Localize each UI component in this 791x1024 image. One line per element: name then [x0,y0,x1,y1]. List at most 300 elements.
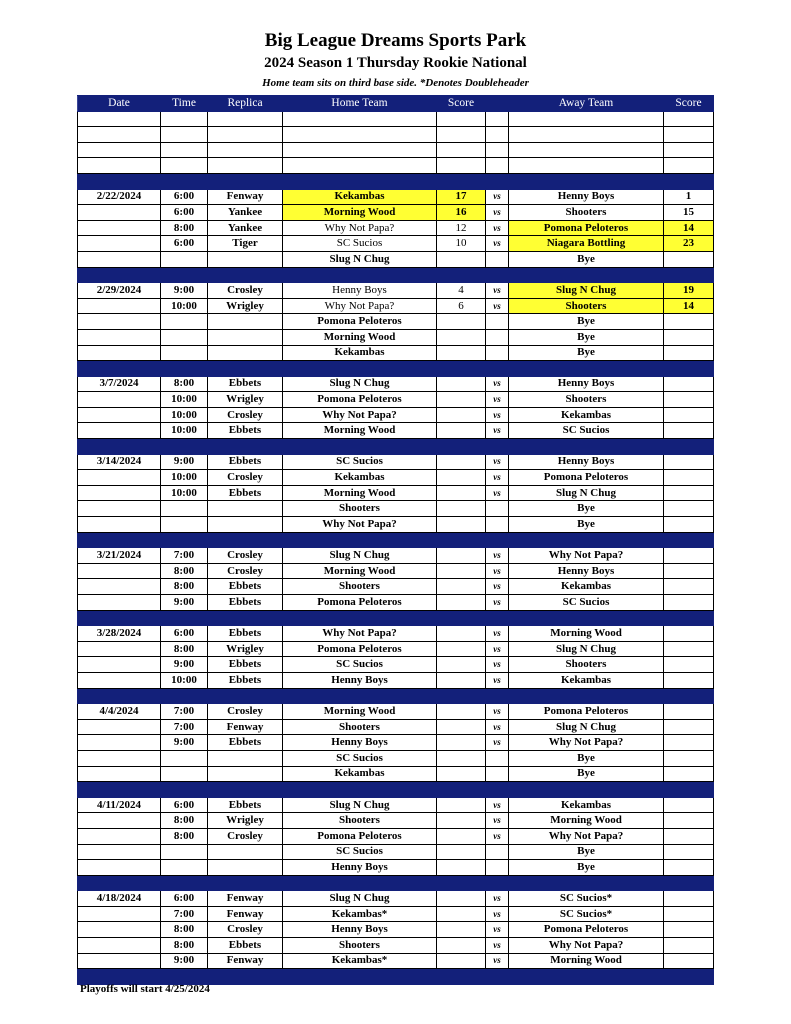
cell-date [78,595,161,611]
cell-date [78,220,161,236]
cell-time: 6:00 [161,205,208,221]
cell-home-score [437,501,486,517]
cell-replica [208,750,283,766]
cell-home-team: Henny Boys [283,860,437,876]
blank-cell [283,111,437,127]
cell-time [161,501,208,517]
cell-home-score: 10 [437,236,486,252]
cell-vs: vs [486,298,509,314]
cell-home-team: Shooters [283,938,437,954]
separator-cell [486,532,509,548]
separator-cell [283,782,437,798]
blank-cell [664,111,714,127]
cell-vs [486,750,509,766]
game-row [78,189,714,205]
cell-away-score [664,657,714,673]
separator-cell [283,688,437,704]
cell-away-team: Shooters [509,205,664,221]
cell-time: 7:00 [161,704,208,720]
cell-home-score: 4 [437,283,486,299]
cell-away-score [664,860,714,876]
cell-away-team: Why Not Papa? [509,938,664,954]
separator-cell [283,969,437,985]
cell-time [161,251,208,267]
cell-away-score [664,485,714,501]
separator-cell [509,875,664,891]
header-home-team: Home Team [283,96,437,112]
cell-date: 3/28/2024 [78,626,161,642]
game-row [78,860,714,876]
cell-home-team: SC Sucios [283,750,437,766]
blank-cell [161,111,208,127]
cell-vs: vs [486,657,509,673]
separator-cell [283,267,437,283]
cell-away-score [664,345,714,361]
cell-vs: vs [486,813,509,829]
cell-time: 6:00 [161,626,208,642]
blank-cell [78,158,161,174]
separator-cell [161,782,208,798]
cell-away-score [664,719,714,735]
cell-away-team: Slug N Chug [509,719,664,735]
game-row [78,906,714,922]
cell-replica: Wrigley [208,641,283,657]
cell-date: 4/11/2024 [78,797,161,813]
page-subtitle: 2024 Season 1 Thursday Rookie National [264,55,527,71]
blank-cell [283,127,437,143]
header-date: Date [78,96,161,112]
game-row [78,501,714,517]
cell-vs: vs [486,579,509,595]
cell-home-team: Kekambas [283,766,437,782]
cell-replica [208,345,283,361]
cell-replica: Ebbets [208,626,283,642]
separator-cell [486,439,509,455]
cell-replica [208,329,283,345]
cell-away-team: Why Not Papa? [509,828,664,844]
separator-cell [283,875,437,891]
cell-home-score [437,517,486,533]
cell-home-score [437,719,486,735]
week-separator-row [78,969,714,985]
cell-away-team: Pomona Peloteros [509,704,664,720]
cell-replica [208,501,283,517]
cell-home-team: Slug N Chug [283,376,437,392]
cell-replica: Crosley [208,407,283,423]
header-away-score: Score [664,96,714,112]
cell-away-score [664,641,714,657]
cell-away-score [664,735,714,751]
cell-home-team: Morning Wood [283,704,437,720]
blank-cell [509,142,664,158]
game-row [78,283,714,299]
cell-home-team: Henny Boys [283,672,437,688]
cell-away-team: Shooters [509,657,664,673]
cell-vs [486,314,509,330]
blank-cell [664,142,714,158]
cell-date [78,906,161,922]
cell-vs: vs [486,407,509,423]
separator-cell [437,782,486,798]
cell-away-team: Henny Boys [509,454,664,470]
separator-cell [208,532,283,548]
game-row [78,735,714,751]
cell-away-score [664,922,714,938]
separator-cell [208,267,283,283]
separator-cell [664,532,714,548]
separator-cell [437,532,486,548]
cell-time: 10:00 [161,672,208,688]
cell-home-team: Why Not Papa? [283,517,437,533]
separator-cell [664,267,714,283]
cell-home-team: Kekambas [283,470,437,486]
separator-cell [664,439,714,455]
cell-replica: Fenway [208,189,283,205]
cell-vs: vs [486,220,509,236]
game-row [78,314,714,330]
cell-home-team: Pomona Peloteros [283,314,437,330]
cell-home-team: Henny Boys [283,922,437,938]
blank-cell [509,111,664,127]
cell-away-score: 14 [664,220,714,236]
cell-time: 8:00 [161,579,208,595]
cell-home-team: Shooters [283,579,437,595]
blank-cell [283,142,437,158]
cell-vs: vs [486,392,509,408]
cell-home-team: Kekambas* [283,906,437,922]
cell-replica [208,844,283,860]
cell-date [78,345,161,361]
cell-away-team: Morning Wood [509,953,664,969]
blank-cell [78,127,161,143]
cell-away-score [664,828,714,844]
cell-home-team: Pomona Peloteros [283,595,437,611]
separator-cell [78,361,161,377]
separator-cell [161,610,208,626]
cell-time: 10:00 [161,423,208,439]
blank-cell [161,142,208,158]
game-row [78,329,714,345]
cell-away-score [664,626,714,642]
cell-vs: vs [486,735,509,751]
cell-date [78,501,161,517]
cell-replica: Crosley [208,922,283,938]
game-row [78,844,714,860]
game-row [78,828,714,844]
cell-away-team: Slug N Chug [509,485,664,501]
cell-time: 10:00 [161,298,208,314]
cell-away-score [664,407,714,423]
cell-replica: Crosley [208,548,283,564]
separator-cell [437,610,486,626]
cell-away-score [664,314,714,330]
game-row [78,251,714,267]
cell-away-score: 15 [664,205,714,221]
game-row [78,626,714,642]
cell-date [78,407,161,423]
week-separator-row [78,532,714,548]
separator-cell [437,439,486,455]
cell-replica: Wrigley [208,813,283,829]
cell-vs [486,501,509,517]
separator-cell [78,875,161,891]
cell-time [161,517,208,533]
game-row [78,766,714,782]
cell-away-score [664,329,714,345]
cell-home-score [437,641,486,657]
cell-vs: vs [486,704,509,720]
cell-replica: Yankee [208,220,283,236]
cell-away-team: Pomona Peloteros [509,922,664,938]
separator-cell [161,361,208,377]
separator-cell [509,688,664,704]
cell-date [78,251,161,267]
cell-home-team: Morning Wood [283,205,437,221]
cell-replica [208,860,283,876]
cell-replica: Wrigley [208,392,283,408]
cell-away-team: Why Not Papa? [509,735,664,751]
game-row [78,205,714,221]
cell-time [161,766,208,782]
cell-home-score [437,938,486,954]
cell-home-score [437,906,486,922]
schedule-body [78,111,714,984]
cell-home-score [437,953,486,969]
separator-cell [161,439,208,455]
blank-cell [283,158,437,174]
cell-time: 10:00 [161,392,208,408]
cell-date: 4/18/2024 [78,891,161,907]
cell-time [161,750,208,766]
cell-time: 8:00 [161,563,208,579]
game-row [78,750,714,766]
separator-cell [283,532,437,548]
cell-replica: Fenway [208,953,283,969]
cell-away-team: Shooters [509,298,664,314]
cell-vs: vs [486,205,509,221]
week-separator-row [78,173,714,189]
blank-cell [437,142,486,158]
cell-home-score [437,766,486,782]
game-row [78,423,714,439]
cell-away-team: Shooters [509,392,664,408]
game-row [78,345,714,361]
separator-cell [509,173,664,189]
cell-date [78,844,161,860]
cell-away-score [664,595,714,611]
separator-cell [161,969,208,985]
cell-replica: Fenway [208,906,283,922]
separator-cell [283,610,437,626]
cell-time [161,329,208,345]
game-row [78,407,714,423]
cell-home-team: Slug N Chug [283,548,437,564]
separator-cell [78,439,161,455]
cell-home-score [437,844,486,860]
cell-away-score [664,672,714,688]
cell-home-team: Morning Wood [283,329,437,345]
cell-vs: vs [486,485,509,501]
cell-replica: Crosley [208,283,283,299]
separator-cell [486,173,509,189]
header-time: Time [161,96,208,112]
separator-cell [437,173,486,189]
cell-away-score [664,704,714,720]
cell-home-team: Why Not Papa? [283,407,437,423]
cell-home-team: SC Sucios [283,657,437,673]
separator-cell [161,688,208,704]
playoffs-note: Playoffs will start 4/25/2024 [80,983,210,995]
cell-vs: vs [486,641,509,657]
cell-date [78,298,161,314]
cell-time: 6:00 [161,189,208,205]
game-row [78,376,714,392]
cell-home-score [437,579,486,595]
separator-cell [486,875,509,891]
cell-home-score [437,922,486,938]
cell-home-team: SC Sucios [283,236,437,252]
cell-time: 9:00 [161,657,208,673]
cell-date [78,813,161,829]
week-separator-row [78,610,714,626]
separator-cell [78,782,161,798]
cell-time [161,345,208,361]
cell-away-score [664,470,714,486]
game-row [78,938,714,954]
separator-cell [208,439,283,455]
blank-cell [486,142,509,158]
cell-away-score [664,392,714,408]
cell-date [78,672,161,688]
cell-time: 8:00 [161,376,208,392]
header-home-score: Score [437,96,486,112]
separator-cell [208,610,283,626]
cell-home-team: Morning Wood [283,563,437,579]
cell-home-team: Kekambas [283,189,437,205]
cell-date: 3/21/2024 [78,548,161,564]
cell-vs [486,329,509,345]
separator-cell [208,875,283,891]
cell-replica [208,251,283,267]
blank-cell [208,127,283,143]
separator-cell [664,969,714,985]
cell-home-score [437,251,486,267]
cell-away-team: Bye [509,314,664,330]
game-row [78,298,714,314]
cell-home-score [437,657,486,673]
cell-time: 8:00 [161,641,208,657]
separator-cell [437,267,486,283]
cell-date [78,485,161,501]
separator-cell [509,361,664,377]
blank-cell [486,111,509,127]
cell-home-team: SC Sucios [283,454,437,470]
table-header-row [78,96,714,112]
cell-home-score [437,750,486,766]
cell-home-team: Why Not Papa? [283,626,437,642]
cell-home-team: SC Sucios [283,844,437,860]
cell-time: 9:00 [161,735,208,751]
cell-home-score: 12 [437,220,486,236]
cell-vs: vs [486,626,509,642]
cell-away-team: Bye [509,860,664,876]
game-row [78,813,714,829]
separator-cell [208,969,283,985]
cell-replica [208,314,283,330]
cell-away-score [664,906,714,922]
cell-vs: vs [486,938,509,954]
cell-replica: Ebbets [208,454,283,470]
cell-away-team: Bye [509,251,664,267]
separator-cell [664,688,714,704]
cell-date: 3/14/2024 [78,454,161,470]
blank-cell [437,127,486,143]
cell-away-score: 14 [664,298,714,314]
cell-home-score [437,314,486,330]
cell-vs: vs [486,828,509,844]
cell-time: 10:00 [161,485,208,501]
blank-row [78,111,714,127]
cell-time [161,314,208,330]
game-row [78,797,714,813]
week-separator-row [78,875,714,891]
cell-replica: Ebbets [208,423,283,439]
cell-date [78,563,161,579]
game-row [78,704,714,720]
cell-away-team: Henny Boys [509,376,664,392]
blank-cell [486,158,509,174]
game-row [78,641,714,657]
cell-home-team: Henny Boys [283,735,437,751]
separator-cell [509,267,664,283]
cell-date [78,423,161,439]
cell-time: 8:00 [161,922,208,938]
game-row [78,470,714,486]
cell-away-team: SC Sucios [509,423,664,439]
cell-date [78,766,161,782]
cell-away-score [664,750,714,766]
separator-cell [664,782,714,798]
game-row [78,236,714,252]
cell-home-team: Pomona Peloteros [283,392,437,408]
cell-replica [208,766,283,782]
cell-home-score [437,392,486,408]
header-away-team: Away Team [509,96,664,112]
separator-cell [509,532,664,548]
cell-replica: Crosley [208,470,283,486]
game-row [78,922,714,938]
cell-away-score: 19 [664,283,714,299]
cell-time: 7:00 [161,719,208,735]
cell-home-score [437,595,486,611]
cell-home-team: Why Not Papa? [283,220,437,236]
cell-vs: vs [486,719,509,735]
game-row [78,454,714,470]
blank-cell [437,158,486,174]
cell-away-team: Bye [509,517,664,533]
cell-replica: Ebbets [208,735,283,751]
cell-home-team: Morning Wood [283,485,437,501]
cell-away-team: SC Sucios* [509,891,664,907]
cell-replica: Ebbets [208,938,283,954]
cell-home-score [437,485,486,501]
cell-time: 9:00 [161,454,208,470]
cell-replica: Ebbets [208,595,283,611]
cell-away-team: Henny Boys [509,563,664,579]
separator-cell [486,782,509,798]
cell-home-score: 6 [437,298,486,314]
game-row [78,953,714,969]
